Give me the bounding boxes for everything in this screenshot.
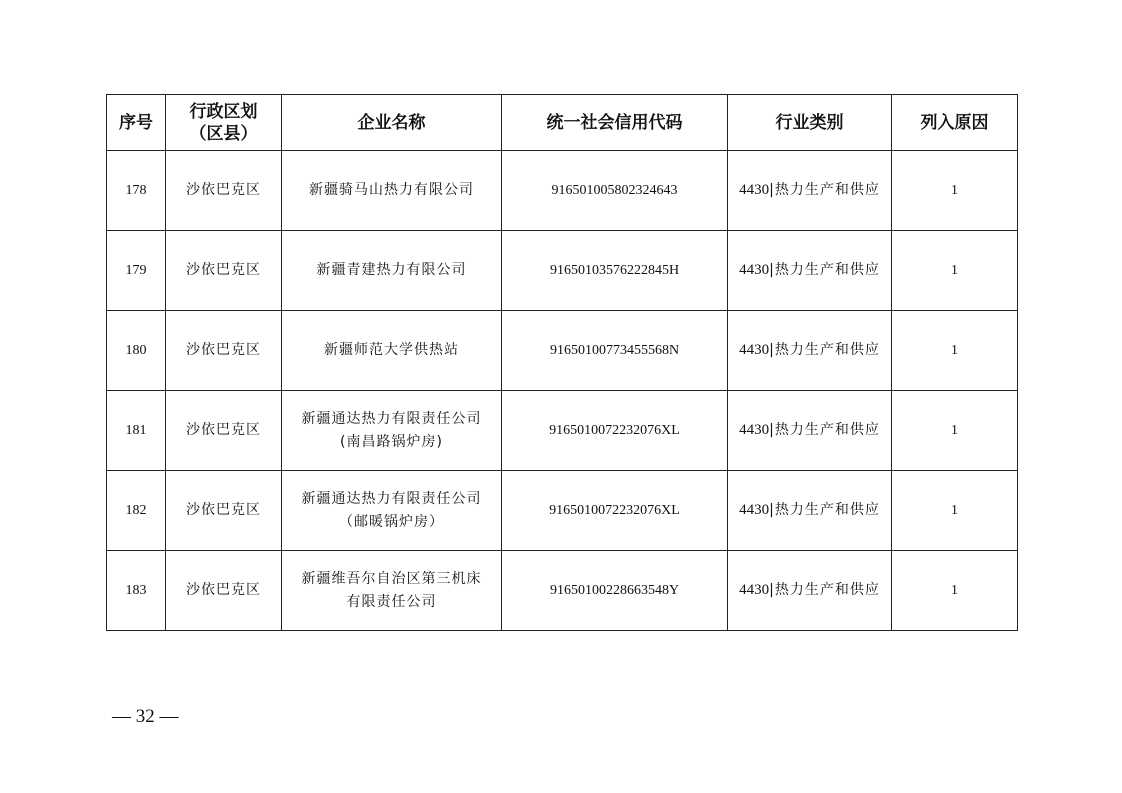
cell-seq: 183	[107, 551, 166, 631]
cell-seq: 182	[107, 471, 166, 551]
cell-name-line2: 有限责任公司	[346, 593, 437, 610]
header-code: 统一社会信用代码	[502, 95, 728, 151]
header-industry: 行业类别	[728, 95, 892, 151]
table-row	[107, 231, 1018, 311]
cell-code: 916501005802324643	[502, 151, 728, 231]
cell-industry-code: 4430	[739, 502, 770, 518]
header-district-line2: （区县）	[189, 123, 258, 144]
enterprise-list-table	[106, 94, 1018, 631]
page-number: — 32 —	[112, 706, 179, 727]
cell-reason: 1	[892, 231, 1018, 311]
cell-name-line1: 新疆骑马山热力有限公司	[309, 182, 474, 198]
cell-code: 91650100773455568N	[502, 311, 728, 391]
cell-industry	[728, 231, 892, 311]
cell-industry-name: |热力生产和供应	[769, 582, 880, 598]
cell-name-line1: 新疆通达热力有限责任公司	[301, 410, 482, 427]
cell-name-line1: 新疆通达热力有限责任公司	[301, 490, 482, 507]
cell-industry-code: 4430	[739, 422, 770, 438]
header-reason: 列入原因	[892, 95, 1018, 151]
cell-industry	[728, 471, 892, 551]
cell-industry-name: |热力生产和供应	[769, 342, 880, 358]
cell-seq: 178	[107, 151, 166, 231]
cell-industry-name: |热力生产和供应	[769, 422, 880, 438]
cell-district: 沙依巴克区	[166, 151, 282, 231]
cell-name	[282, 311, 502, 391]
cell-code: 9165010072232076XL	[502, 391, 728, 471]
cell-seq: 180	[107, 311, 166, 391]
cell-seq: 179	[107, 231, 166, 311]
cell-industry-name: |热力生产和供应	[769, 182, 880, 198]
cell-district: 沙依巴克区	[166, 311, 282, 391]
cell-industry	[728, 151, 892, 231]
table-row	[107, 311, 1018, 391]
cell-name	[282, 551, 502, 631]
cell-name-line1: 新疆青建热力有限公司	[316, 262, 467, 278]
cell-reason: 1	[892, 551, 1018, 631]
table-header-row	[107, 95, 1018, 151]
cell-name-line1: 新疆维吾尔自治区第三机床	[301, 570, 482, 587]
header-district-line1: 行政区划	[189, 101, 258, 122]
cell-industry-code: 4430	[739, 262, 770, 278]
cell-name-line1: 新疆师范大学供热站	[324, 342, 459, 358]
cell-industry-code: 4430	[739, 582, 770, 598]
cell-code: 9165010357622284​5H	[502, 231, 728, 311]
cell-name	[282, 471, 502, 551]
cell-industry	[728, 391, 892, 471]
cell-industry	[728, 311, 892, 391]
cell-reason: 1	[892, 151, 1018, 231]
cell-name	[282, 391, 502, 471]
cell-industry-name: |热力生产和供应	[769, 262, 880, 278]
table-row	[107, 391, 1018, 471]
cell-name	[282, 151, 502, 231]
header-seq: 序号	[107, 95, 166, 151]
cell-industry	[728, 551, 892, 631]
table-row	[107, 471, 1018, 551]
table-row	[107, 551, 1018, 631]
cell-reason: 1	[892, 471, 1018, 551]
header-name: 企业名称	[282, 95, 502, 151]
cell-seq: 181	[107, 391, 166, 471]
header-district	[166, 95, 282, 151]
cell-name-line2: (南昌路锅炉房)	[340, 433, 443, 450]
cell-name	[282, 231, 502, 311]
cell-district: 沙依巴克区	[166, 231, 282, 311]
cell-district: 沙依巴克区	[166, 471, 282, 551]
cell-district: 沙依巴克区	[166, 551, 282, 631]
cell-code: 91650100228663548Y	[502, 551, 728, 631]
cell-industry-code: 4430	[739, 342, 770, 358]
cell-name-line2: （邮暖锅炉房）	[339, 513, 444, 530]
cell-district: 沙依巴克区	[166, 391, 282, 471]
cell-reason: 1	[892, 391, 1018, 471]
cell-reason: 1	[892, 311, 1018, 391]
cell-industry-name: |热力生产和供应	[769, 502, 880, 518]
table-row	[107, 151, 1018, 231]
cell-code: 9165010072232076XL	[502, 471, 728, 551]
cell-industry-code: 4430	[739, 182, 770, 198]
